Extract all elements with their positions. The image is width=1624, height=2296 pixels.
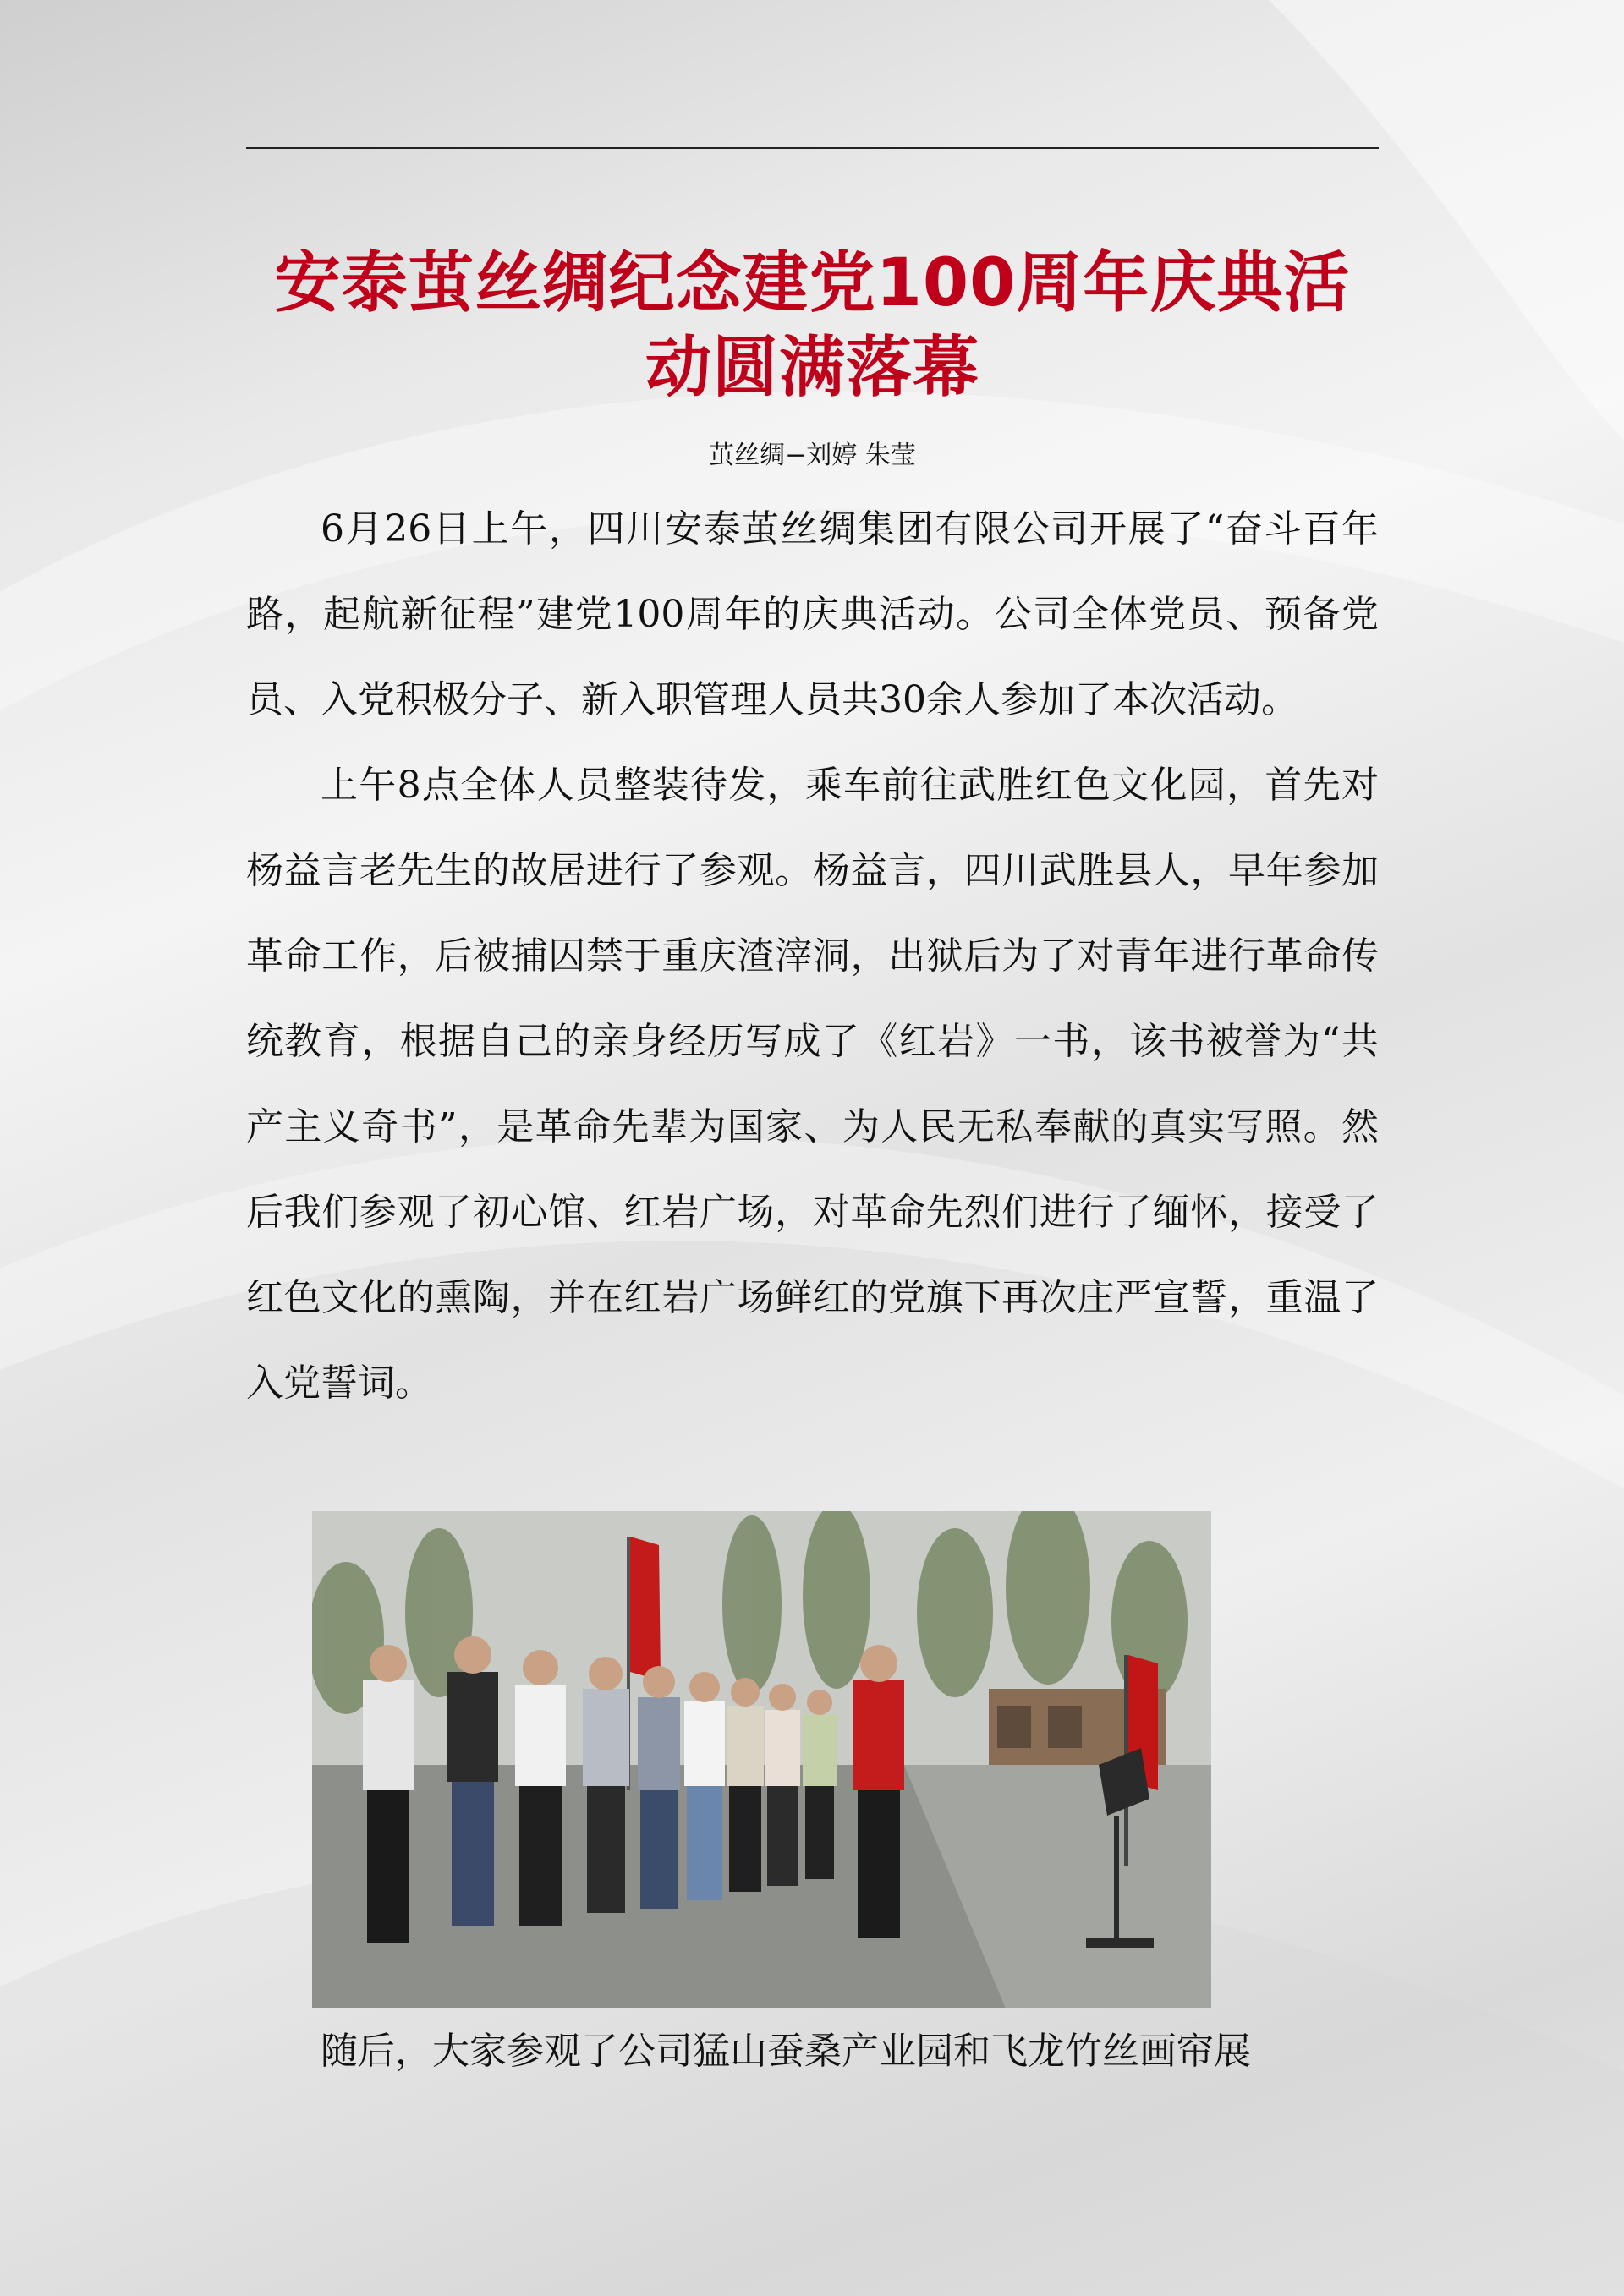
paragraph-1: 6月26日上午，四川安泰茧丝绸集团有限公司开展了“奋斗百年路，起航新征程”建党100周年的庆典活动。公司全体党员、预备党员、入党积极分子、新入职管理人员共30余人参加了本次活动。 [246,507,1379,721]
article-body [246,486,1379,1426]
header-rule [246,147,1379,149]
article-title: 安泰茧丝绸纪念建党100周年庆典活动圆满落幕 [274,245,1351,406]
paragraph-2: 上午8点全体人员整装待发，乘车前往武胜红色文化园，首先对杨益言老先生的故居进行了参观。杨益言，四川武胜县人，早年参加革命工作，后被捕囚禁于重庆渣滓洞，出狱后为了对青年进行革命传统教育，根据自己的亲身经历写成了《红岩》一书，该书被誉为“共产主义奇书”，是革命先辈为国家、为人民无私奉献的真实写照。然后我们参观了初心馆、红岩广场，对革命先烈们进行了缅怀，接受了红色文化的熏陶，并在红岩广场鲜红的党旗下再次庄严宣誓，重温了入党誓词。 [246,764,1379,1405]
ceremony-photo [312,1511,1211,2008]
byline: 茧丝绸−刘婷 朱莹 [709,441,916,470]
closing-line: 随后，大家参观了公司猛山蚕桑产业园和飞龙竹丝画帘展 [321,2030,1251,2073]
